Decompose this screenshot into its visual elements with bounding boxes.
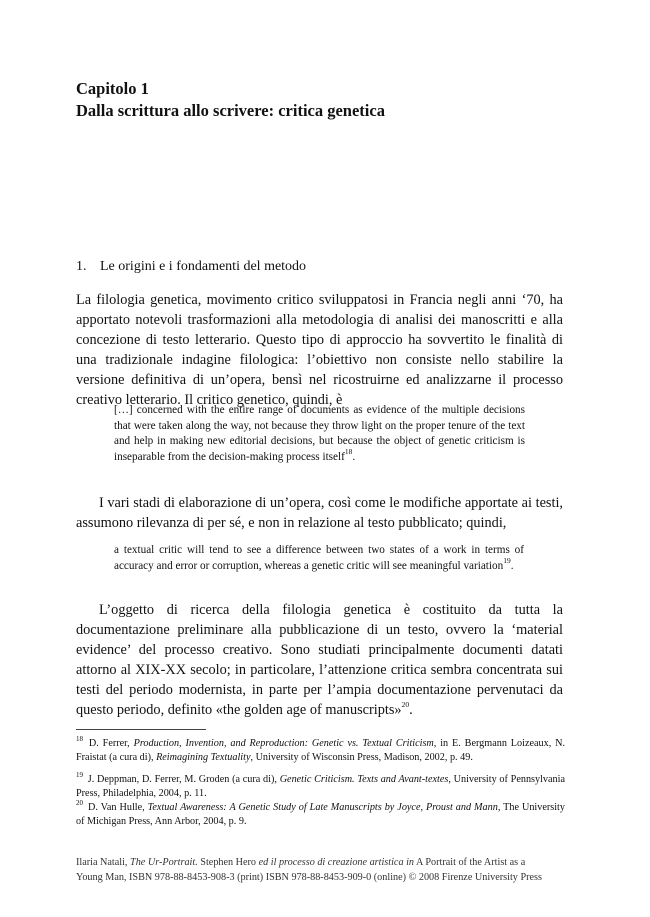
footnote-number: 20 bbox=[76, 799, 83, 807]
footnote-author: J. Deppman, D. Ferrer, M. Groden (a cura di), bbox=[87, 774, 280, 785]
paragraph-1: La filologia genetica, movimento critico sviluppatosi in Francia negli anni ‘70, ha apportato notevoli trasformazioni alla metodologia di analisi dei manoscritti e alla concezione di testo letterario. Questo tipo di approccio ha sovvertito le finalità di una tradizionale indagine filologica: l’obiettivo non consiste nello stabilire la versione definitiva di un’opera, bensì nel ricostruirne ed analizzarne il processo creativo letterario. Il critico genetico, quindi, è bbox=[76, 292, 563, 408]
footnote-author: D. Van Hulle, bbox=[87, 802, 148, 813]
block-quote-2-text: a textual critic will tend to see a difference between two states of a work in terms of accuracy and error or corruption, whereas a genetic critic will see meaningful variation bbox=[114, 544, 524, 572]
footnote-title: Reimagining Textuality bbox=[156, 752, 251, 763]
footnote-citation: , University of Pennsylvania Press, Philadelphia, 2004, p. 11. bbox=[76, 774, 565, 799]
footnote-title: Genetic Criticism. Texts and Avant-textes bbox=[279, 774, 449, 785]
footnote-number: 18 bbox=[76, 735, 83, 743]
footnote-ref-19: 19 bbox=[503, 555, 511, 565]
footnote-divider bbox=[76, 729, 206, 730]
footnote-title: Production, Invention, and Reproduction: Genetic vs. Textual Criticism bbox=[133, 738, 434, 749]
paragraph-2: I vari stadi di elaborazione di un’opera, così come le modifiche apportate ai testi, assumono rilevanza di per sé, e non in relazione al testo pubblicato; quindi, bbox=[76, 495, 563, 531]
footnote-author: D. Ferrer, bbox=[88, 738, 134, 749]
footnote-ref-20: 20 bbox=[401, 700, 410, 710]
section-heading bbox=[76, 258, 566, 276]
footnote-title: Textual Awareness: A Genetic Study of Late Manuscripts by Joyce, Proust and Mann bbox=[147, 802, 498, 813]
paragraph-3-end: . bbox=[409, 702, 413, 718]
colophon-title: The Ur-Portrait. bbox=[130, 857, 198, 868]
block-quote-1-end: . bbox=[352, 450, 356, 463]
chapter-title: Dalla scrittura allo scrivere: critica genetica bbox=[76, 101, 385, 120]
colophon-author: Ilaria Natali, bbox=[76, 857, 131, 868]
section-title: Le origini e i fondamenti del metodo bbox=[100, 259, 307, 274]
colophon-text: ed il processo di creazione artistica in bbox=[256, 857, 415, 868]
colophon-subtitle: Stephen Hero bbox=[197, 857, 257, 868]
footnote-20 bbox=[76, 801, 565, 829]
block-quote-2-end: . bbox=[510, 559, 514, 572]
paragraph-3-text: L’oggetto di ricerca della filologia genetica è costituito da tutta la documentazione preliminare alla pubblicazione di un testo, ovvero la ‘material evidence’ del processo creativo. Sono studiati principalmente documenti datati attorno al XIX-XX secolo; in particolare, l’attenzione critica sembra concentrata sui testi del periodo modernista, in parte per l’ampia documentazione pervenutaci da questo periodo, definito «the golden age of manuscripts» bbox=[76, 602, 563, 718]
footnote-number: 19 bbox=[76, 771, 83, 779]
footnote-19 bbox=[76, 773, 565, 801]
colophon-line-2: Young Man, ISBN 978-88-8453-908-3 (print) ISBN 978-88-8453-909-0 (online) © 2008 Firenze University Press bbox=[76, 872, 542, 883]
colophon-subtitle: A Portrait of the Artist as a bbox=[414, 857, 526, 868]
section-number: 1. bbox=[76, 259, 87, 274]
footnote-ref-18: 18 bbox=[344, 446, 353, 456]
block-quote-1-text: […] concerned with the entire range of documents as evidence of the multiple decisions that were taken along the way, not because they throw light on the proper tenure of the text and help in making new editorial decisions, but because the object of genetic criticism is inseparable from the decision-making process itself bbox=[114, 404, 525, 463]
footnote-18 bbox=[76, 737, 565, 765]
chapter-heading bbox=[76, 78, 576, 122]
footnote-citation: , The University of Michigan Press, Ann Arbor, 2004, p. 9. bbox=[76, 802, 565, 827]
colophon-line-1 bbox=[76, 855, 576, 870]
block-quote-1 bbox=[114, 403, 525, 465]
colophon bbox=[76, 855, 576, 885]
footnote-citation: , University of Wisconsin Press, Madison, 2002, p. 49. bbox=[250, 752, 473, 763]
chapter-label: Capitolo 1 bbox=[76, 79, 149, 98]
block-quote-2 bbox=[114, 543, 524, 574]
paragraph-3 bbox=[76, 600, 563, 720]
footnote-citation: , in E. Bergmann Loizeaux, N. Fraistat (a cura di), bbox=[76, 738, 566, 763]
